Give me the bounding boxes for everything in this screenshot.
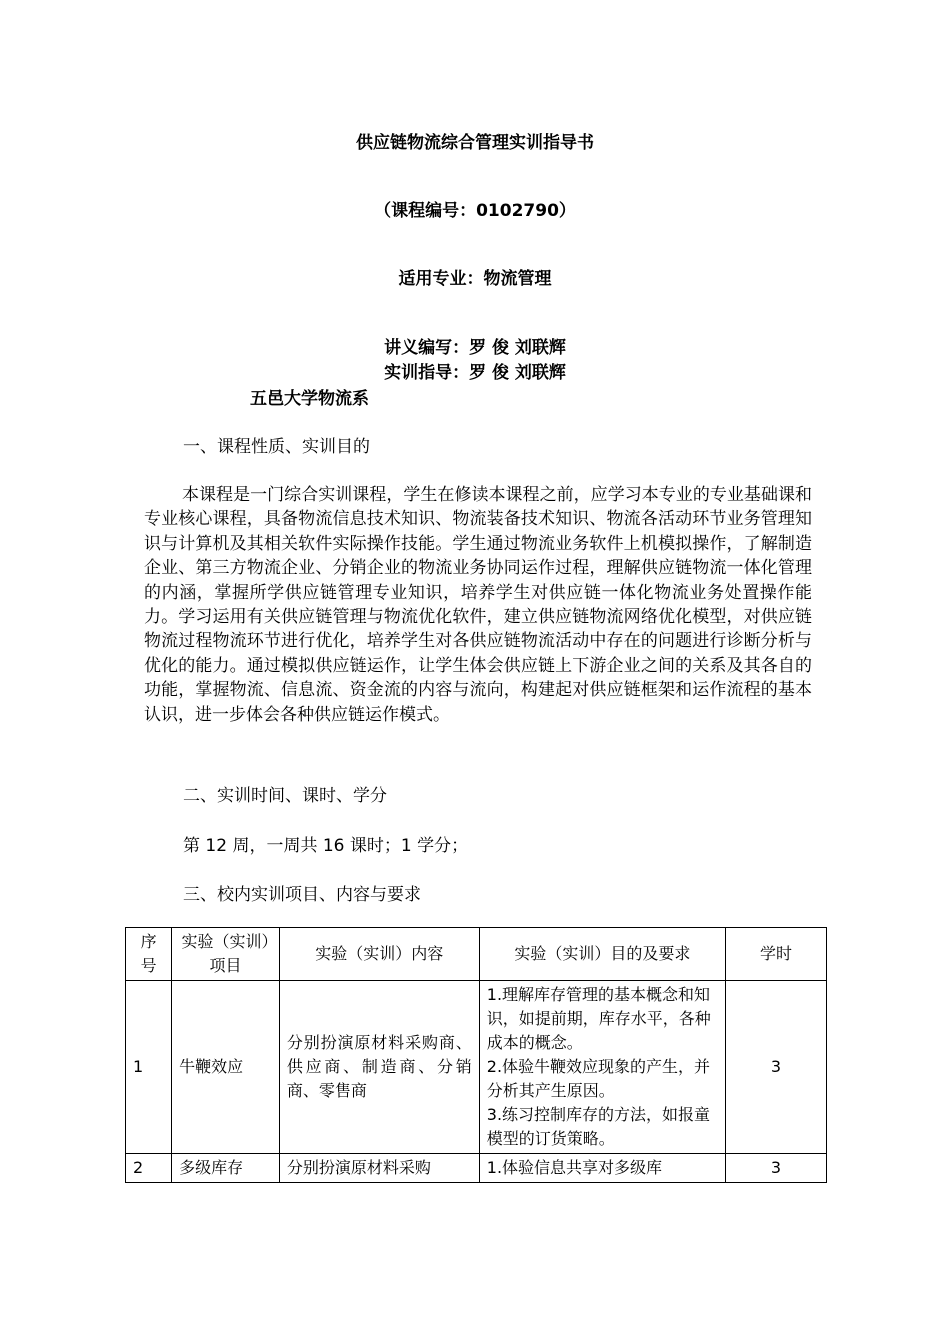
instructor-line: 实训指导：罗 俊 刘联辉 — [384, 363, 566, 383]
row-project: 多级库存 — [172, 1154, 280, 1183]
row-content: 分别扮演原材料采购 — [279, 1154, 479, 1183]
row-no: 2 — [126, 1154, 172, 1183]
author-line: 讲义编写：罗 俊 刘联辉 — [384, 338, 566, 358]
table-row — [126, 1154, 827, 1183]
department: 五邑大学物流系 — [250, 389, 369, 409]
goal-item: 1.体验信息共享对多级库 — [486, 1158, 663, 1177]
section-1-heading: 一、课程性质、实训目的 — [183, 437, 370, 457]
row-project: 牛鞭效应 — [172, 981, 280, 1154]
row-goals — [479, 1154, 725, 1183]
header-content: 实验（实训）内容 — [279, 928, 479, 981]
header-no: 序号 — [126, 928, 172, 981]
document-title: 供应链物流综合管理实训指导书 — [356, 133, 594, 153]
row-goals — [479, 981, 725, 1154]
course-code: （课程编号：0102790） — [374, 201, 576, 221]
table-header-row — [126, 928, 827, 981]
goal-item: 3.练习控制库存的方法，如报童模型的订货策略。 — [486, 1105, 711, 1148]
goal-item: 1.理解库存管理的基本概念和知识，如提前期，库存水平，各种成本的概念。 — [486, 985, 711, 1052]
section-3-heading: 三、校内实训项目、内容与要求 — [183, 885, 421, 905]
table-row — [126, 981, 827, 1154]
row-hours: 3 — [725, 1154, 826, 1183]
row-content: 分别扮演原材料采购商、供应商、制造商、分销商、零售商 — [279, 981, 479, 1154]
training-table — [125, 927, 827, 1183]
header-hours: 学时 — [725, 928, 826, 981]
applicable-major: 适用专业：物流管理 — [398, 269, 552, 289]
header-project: 实验（实训）项目 — [172, 928, 280, 981]
section-1-body: 本课程是一门综合实训课程，学生在修读本课程之前，应学习本专业的专业基础课和专业核心课程，具备物流信息技术知识、物流装备技术知识、物流各活动环节业务管理知识与计算机及其相关软件实际操作技能。学生通过物流业务软件上机模拟操作，了解制造企业、第三方物流企业、分销企业的物流业务协同运作过程，理解供应链物流一体化管理的内涵，掌握所学供应链管理专业知识，培养学生对供应链一体化物流业务处置操作能力。学习运用有关供应链管理与物流优化软件，建立供应链物流网络优化模型，对供应链物流过程物流环节进行优化，培养学生对各供应链物流活动中存在的问题进行诊断分析与优化的能力。通过模拟供应链运作，让学生体会供应链上下游企业之间的关系及其各自的功能，掌握物流、信息流、资金流的内容与流向，构建起对供应链框架和运作流程的基本认识，进一步体会各种供应链运作模式。 — [144, 485, 812, 725]
row-no: 1 — [126, 981, 172, 1154]
goal-item: 2.体验牛鞭效应现象的产生，并分析其产生原因。 — [486, 1057, 711, 1100]
row-hours: 3 — [725, 981, 826, 1154]
header-goals: 实验（实训）目的及要求 — [479, 928, 725, 981]
section-2-heading: 二、实训时间、课时、学分 — [183, 786, 387, 806]
section-2-body: 第 12 周，一周共 16 课时；1 学分； — [183, 836, 469, 856]
